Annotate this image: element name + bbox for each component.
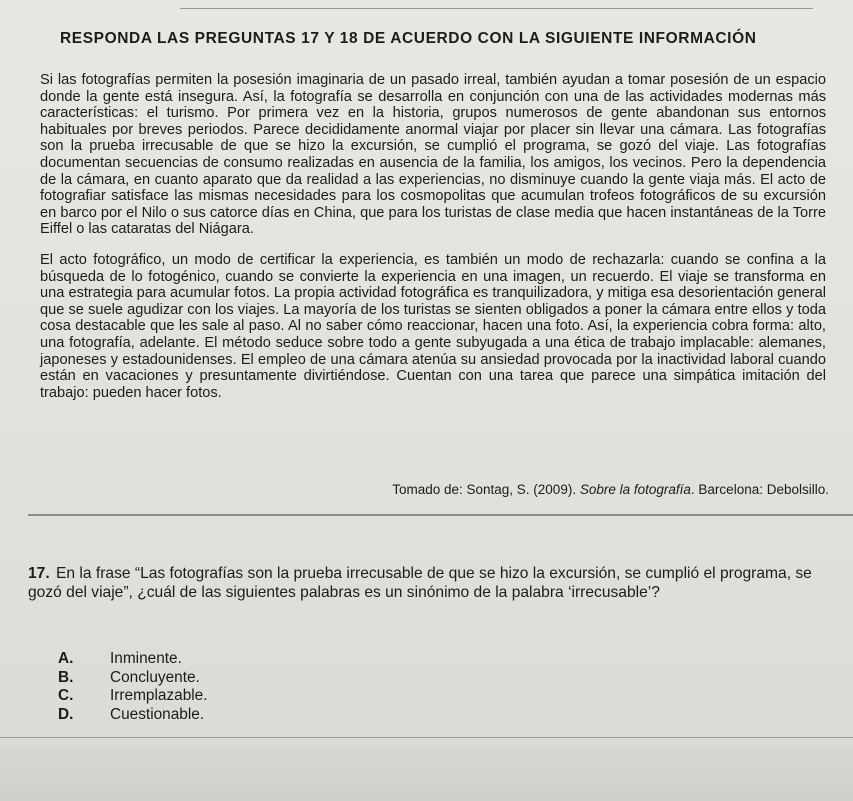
page-bottom-shadow <box>0 745 853 801</box>
option-a[interactable] <box>58 650 458 669</box>
option-text: Irremplazable. <box>110 687 208 704</box>
citation-suffix: . Barcelona: Debolsillo. <box>690 482 829 497</box>
option-text: Inminente. <box>110 650 182 667</box>
option-text: Concluyente. <box>110 668 200 686</box>
option-d[interactable] <box>58 706 458 725</box>
top-divider <box>180 8 813 9</box>
option-c[interactable] <box>58 687 458 706</box>
reading-passage <box>40 72 826 415</box>
source-citation <box>392 482 829 497</box>
bottom-divider <box>0 737 853 738</box>
section-heading: RESPONDA LAS PREGUNTAS 17 Y 18 DE ACUERDO CON LA SIGUIENTE INFORMACIÓN <box>60 30 757 47</box>
citation-prefix: Tomado de: Sontag, S. (2009). <box>392 482 577 497</box>
section-divider <box>28 514 853 516</box>
answer-options <box>58 650 458 724</box>
option-letter: C. <box>58 687 74 704</box>
question-number: 17. <box>28 565 50 582</box>
option-letter: A. <box>58 650 74 667</box>
option-letter: B. <box>58 668 74 686</box>
question-17 <box>28 564 840 602</box>
passage-paragraph-2: El acto fotográfico, un modo de certificar la experiencia, es también un modo de rechazarla: cuando se confina a la búsqueda de lo fotogénico, cuando se convierte la experiencia en una imagen, un recuerdo. El viaje se transforma en una estrategia para acumular fotos. La propia actividad fotográfica es tranquilizadora, y mitiga esa desorientación general que se suele agudizar con los viajes. La mayoría de los turistas se sienten obligados a poner la cámara entre ellos y toda cosa destacable que les sale al paso. Al no saber cómo reaccionar, hacen una foto. Así, la experiencia cobra forma: alto, una fotografía, adelante. El método seduce sobre todo a gente subyugada a una ética de trabajo implacable: alemanes, japoneses y estadounidenses. El empleo de una cámara atenúa su ansiedad provocada por la inactividad laboral cuando están en vacaciones y presuntamente divirtiéndose. Cuentan con una tarea que parece una simpática imitación del trabajo: pueden hacer fotos. <box>40 251 826 401</box>
option-letter: D. <box>58 705 74 723</box>
passage-paragraph-1: Si las fotografías permiten la posesión imaginaria de un pasado irreal, también ayudan a tomar posesión de un espacio donde la gente está insegura. Así, la fotografía se desarrolla en conjunción con una de las actividades modernas más características: el turismo. Por primera vez en la historia, grupos numerosos de gente abandonan sus entornos habituales por breves periodos. Parece decididamente anormal viajar por placer sin llevar una cámara. Las fotografías son la prueba irrecusable de que se hizo la excursión, se cumplió el programa, se gozó del viaje. Las fotografías documentan secuencias de consumo realizadas en ausencia de la familia, los amigos, los vecinos. Pero la dependencia de la cámara, en cuanto aparato que da realidad a las experiencias, no disminuye cuando la gente viaja más. El acto de fotografiar satisface las mismas necesidades para los cosmopolitas que acumulan trofeos fotográficos de su excursión en barco por el Nilo o sus catorce días en China, que para los turistas de clase media que hacen instantáneas de la Torre Eiffel o las cataratas del Niágara. <box>40 72 826 238</box>
question-text: En la frase “Las fotografías son la prueba irrecusable de que se hizo la excursión, se cumplió el programa, se gozó del viaje”, ¿cuál de las siguientes palabras es un sinónimo de la palabra ‘irrecusable’? <box>28 565 812 601</box>
option-b[interactable] <box>58 669 458 688</box>
option-text: Cuestionable. <box>110 705 205 723</box>
citation-title: Sobre la fotografía <box>579 482 691 497</box>
